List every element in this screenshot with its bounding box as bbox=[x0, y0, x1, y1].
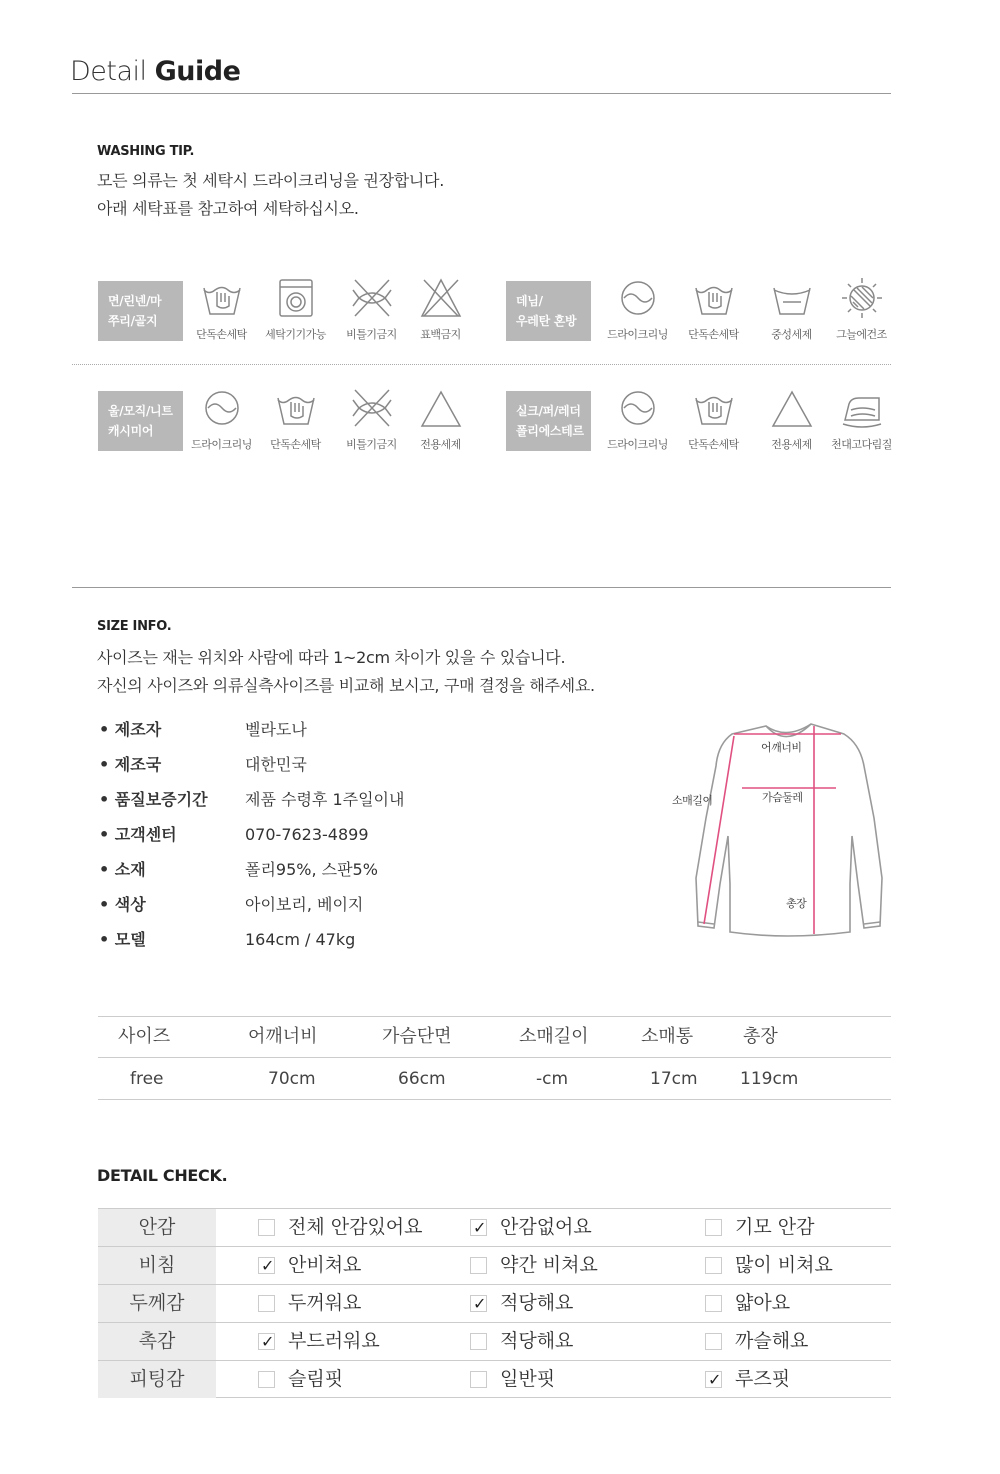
detail-check-option-text: 기모 안감 bbox=[735, 1216, 815, 1238]
dry-clean-icon bbox=[615, 276, 661, 320]
wash-group-label-line: 폴리에스테르 bbox=[516, 424, 584, 438]
size-table-header bbox=[98, 1016, 891, 1057]
wash-caption: 전용세제 bbox=[771, 438, 812, 451]
detail-check-label: 촉감 bbox=[98, 1323, 216, 1360]
size-table-row bbox=[98, 1057, 891, 1100]
size-table-cell: 119cm bbox=[740, 1069, 799, 1089]
checkbox-checked[interactable] bbox=[258, 1257, 275, 1274]
page-title bbox=[70, 56, 240, 87]
washing-heading: WASHING TIP. bbox=[97, 144, 195, 159]
dry-clean-icon bbox=[615, 386, 661, 430]
washing-line-2: 아래 세탁표를 참고하여 세탁하십시오. bbox=[97, 199, 359, 218]
spec-value: 제품 수령후 1주일이내 bbox=[245, 790, 405, 809]
detail-check-option-text: 적당해요 bbox=[500, 1330, 574, 1352]
wash-group-label-line: 면/린넨/마 bbox=[108, 294, 162, 308]
detail-check-option-text: 두꺼워요 bbox=[288, 1292, 362, 1314]
checkbox-unchecked[interactable] bbox=[258, 1219, 275, 1236]
detail-check-option-text: 약간 비쳐요 bbox=[500, 1254, 598, 1276]
detail-check-row bbox=[98, 1208, 891, 1246]
wash-group-label-line: 데님/ bbox=[516, 294, 543, 308]
wash-group-label bbox=[506, 391, 591, 451]
wash-group-label bbox=[98, 281, 183, 341]
wash-caption: 단독손세탁 bbox=[196, 328, 247, 341]
iron-cloth-item bbox=[824, 386, 899, 452]
spec-value: 164cm / 47kg bbox=[245, 930, 356, 949]
wash-caption: 전용세제 bbox=[420, 438, 461, 451]
spec-key: • 고객센터 bbox=[99, 825, 177, 844]
divider bbox=[72, 93, 891, 94]
detail-check-heading: DETAIL CHECK. bbox=[97, 1166, 228, 1185]
washing-text bbox=[97, 167, 444, 223]
checkbox-unchecked[interactable] bbox=[470, 1257, 487, 1274]
detail-check-option-text: 일반핏 bbox=[500, 1368, 556, 1390]
size-heading: SIZE INFO. bbox=[97, 619, 172, 634]
hand-wash-icon bbox=[691, 276, 737, 320]
checkbox-unchecked[interactable] bbox=[705, 1333, 722, 1350]
bleach-triangle-icon bbox=[769, 386, 815, 430]
spec-value: 아이보리, 베이지 bbox=[245, 895, 364, 914]
size-table-cell: 66cm bbox=[398, 1069, 446, 1089]
spec-key: • 품질보증기간 bbox=[99, 790, 208, 809]
spec-value: 벨라도나 bbox=[245, 720, 307, 739]
checkbox-unchecked[interactable] bbox=[470, 1371, 487, 1388]
detail-check-label: 비침 bbox=[98, 1247, 216, 1284]
dry-clean-item bbox=[600, 386, 675, 452]
hand-wash-item bbox=[676, 386, 751, 452]
hand-wash-item bbox=[676, 276, 751, 342]
bleach-triangle-icon bbox=[418, 386, 464, 430]
checkbox-checked[interactable] bbox=[705, 1371, 722, 1388]
wash-caption: 천대고다림질 bbox=[831, 438, 892, 451]
size-table-header-cell: 어깨너비 bbox=[248, 1026, 318, 1047]
wash-caption: 세탁기기가능 bbox=[265, 328, 326, 341]
label-chest: 가슴둘레 bbox=[762, 791, 803, 804]
spec-key: • 모델 bbox=[99, 930, 146, 949]
dry-clean-item bbox=[184, 386, 259, 452]
detail-check-option-text: 적당해요 bbox=[500, 1292, 574, 1314]
wash-group-label-line: 우레탄 혼방 bbox=[516, 314, 577, 328]
dotted-divider bbox=[72, 364, 891, 365]
wash-caption: 드라이크리닝 bbox=[607, 438, 668, 451]
title-light: Detail bbox=[70, 56, 147, 87]
bleach-triangle-item bbox=[754, 386, 829, 452]
washing-machine-item bbox=[258, 276, 333, 342]
detail-check-label: 안감 bbox=[98, 1209, 216, 1246]
detail-check-row bbox=[98, 1360, 891, 1398]
detail-check-option-text: 부드러워요 bbox=[288, 1330, 380, 1352]
wash-caption: 비틀기금지 bbox=[346, 328, 397, 341]
detail-check-option-text: 얇아요 bbox=[735, 1292, 791, 1314]
detail-check-option-text: 까슬해요 bbox=[735, 1330, 809, 1352]
spec-value: 070-7623-4899 bbox=[245, 825, 369, 844]
checkbox-unchecked[interactable] bbox=[258, 1295, 275, 1312]
wash-group-label-line: 캐시미어 bbox=[108, 424, 154, 438]
wash-caption: 단독손세탁 bbox=[688, 328, 739, 341]
size-table-header-cell: 소매길이 bbox=[519, 1026, 589, 1047]
shade-dry-icon bbox=[839, 276, 885, 320]
detail-check-option-text: 전체 안감있어요 bbox=[288, 1216, 423, 1238]
wash-caption: 그늘에건조 bbox=[836, 328, 887, 341]
washing-line-1: 모든 의류는 첫 세탁시 드라이크리닝을 권장합니다. bbox=[97, 171, 444, 190]
checkbox-checked[interactable] bbox=[470, 1295, 487, 1312]
checkbox-unchecked[interactable] bbox=[470, 1333, 487, 1350]
wash-group-label bbox=[98, 391, 183, 451]
measure-lines bbox=[704, 726, 841, 934]
neutral-detergent-icon bbox=[769, 276, 815, 320]
size-line-2: 자신의 사이즈와 의류실측사이즈를 비교해 보시고, 구매 결정을 해주세요. bbox=[97, 676, 595, 695]
bleach-triangle-item bbox=[403, 386, 478, 452]
detail-check-option-text: 슬림핏 bbox=[288, 1368, 344, 1390]
label-shoulder: 어깨너비 bbox=[761, 741, 802, 754]
spec-value: 대한민국 bbox=[245, 755, 307, 774]
garment-diagram bbox=[666, 718, 892, 940]
wash-caption: 표백금지 bbox=[420, 328, 461, 341]
wash-group-label-line: 쭈리/골지 bbox=[108, 314, 158, 328]
checkbox-checked[interactable] bbox=[470, 1219, 487, 1236]
size-table-cell: free bbox=[130, 1069, 164, 1089]
size-table-header-cell: 사이즈 bbox=[118, 1026, 171, 1047]
size-table-header-cell: 가슴단면 bbox=[382, 1026, 452, 1047]
spec-key: • 소재 bbox=[99, 860, 146, 879]
iron-cloth-icon bbox=[839, 386, 885, 430]
size-table-cell: 70cm bbox=[268, 1069, 316, 1089]
no-wring-item bbox=[334, 276, 409, 342]
size-table-header-cell: 총장 bbox=[743, 1026, 778, 1047]
checkbox-unchecked[interactable] bbox=[705, 1219, 722, 1236]
hand-wash-icon bbox=[199, 276, 245, 320]
wash-caption: 드라이크리닝 bbox=[191, 438, 252, 451]
no-wring-icon bbox=[349, 276, 395, 320]
size-table-header-cell: 소매통 bbox=[641, 1026, 694, 1047]
wash-group-label-line: 실크/퍼/레더 bbox=[516, 404, 581, 418]
size-line-1: 사이즈는 재는 위치와 사람에 따라 1~2cm 차이가 있을 수 있습니다. bbox=[97, 648, 566, 667]
wash-caption: 중성세제 bbox=[771, 328, 812, 341]
spec-key: • 제조국 bbox=[99, 755, 162, 774]
hand-wash-item bbox=[258, 386, 333, 452]
wash-caption: 단독손세탁 bbox=[688, 438, 739, 451]
detail-check-row bbox=[98, 1284, 891, 1322]
checkbox-unchecked[interactable] bbox=[705, 1295, 722, 1312]
no-wring-item bbox=[334, 386, 409, 452]
dry-clean-icon bbox=[199, 386, 245, 430]
detail-check-label: 두께감 bbox=[98, 1285, 216, 1322]
size-table bbox=[98, 1016, 891, 1100]
neutral-detergent-item bbox=[754, 276, 829, 342]
no-wring-icon bbox=[349, 386, 395, 430]
spec-value: 폴리95%, 스판5% bbox=[245, 860, 378, 879]
size-table-cell: 17cm bbox=[650, 1069, 698, 1089]
spec-key: • 색상 bbox=[99, 895, 146, 914]
detail-check-option-text: 많이 비쳐요 bbox=[735, 1254, 833, 1276]
spec-key: • 제조자 bbox=[99, 720, 162, 739]
wash-caption: 비틀기금지 bbox=[346, 438, 397, 451]
shade-dry-item bbox=[824, 276, 899, 342]
wash-caption: 단독손세탁 bbox=[270, 438, 321, 451]
detail-check-row bbox=[98, 1322, 891, 1360]
checkbox-unchecked[interactable] bbox=[705, 1257, 722, 1274]
detail-check-table bbox=[98, 1208, 891, 1398]
detail-check-option-text: 안감없어요 bbox=[500, 1216, 592, 1238]
label-length: 총장 bbox=[786, 897, 807, 910]
label-sleeve: 소매길이 bbox=[672, 794, 713, 807]
wash-group-label bbox=[506, 281, 591, 341]
checkbox-unchecked[interactable] bbox=[258, 1371, 275, 1388]
hand-wash-icon bbox=[273, 386, 319, 430]
detail-check-row bbox=[98, 1246, 891, 1284]
wash-caption: 드라이크리닝 bbox=[607, 328, 668, 341]
no-bleach-item bbox=[403, 276, 478, 342]
title-bold: Guide bbox=[154, 56, 241, 87]
no-bleach-icon bbox=[418, 276, 464, 320]
hand-wash-item bbox=[184, 276, 259, 342]
wash-group-label-line: 울/모직/니트 bbox=[108, 404, 173, 418]
size-table-cell: -cm bbox=[536, 1069, 569, 1089]
size-text bbox=[97, 644, 595, 700]
detail-check-option-text: 안비쳐요 bbox=[288, 1254, 362, 1276]
detail-check-label: 피팅감 bbox=[98, 1361, 216, 1398]
washing-machine-icon bbox=[273, 276, 319, 320]
hand-wash-icon bbox=[691, 386, 737, 430]
checkbox-checked[interactable] bbox=[258, 1333, 275, 1350]
dry-clean-item bbox=[600, 276, 675, 342]
detail-check-option-text: 루즈핏 bbox=[735, 1368, 791, 1390]
divider bbox=[72, 587, 891, 588]
